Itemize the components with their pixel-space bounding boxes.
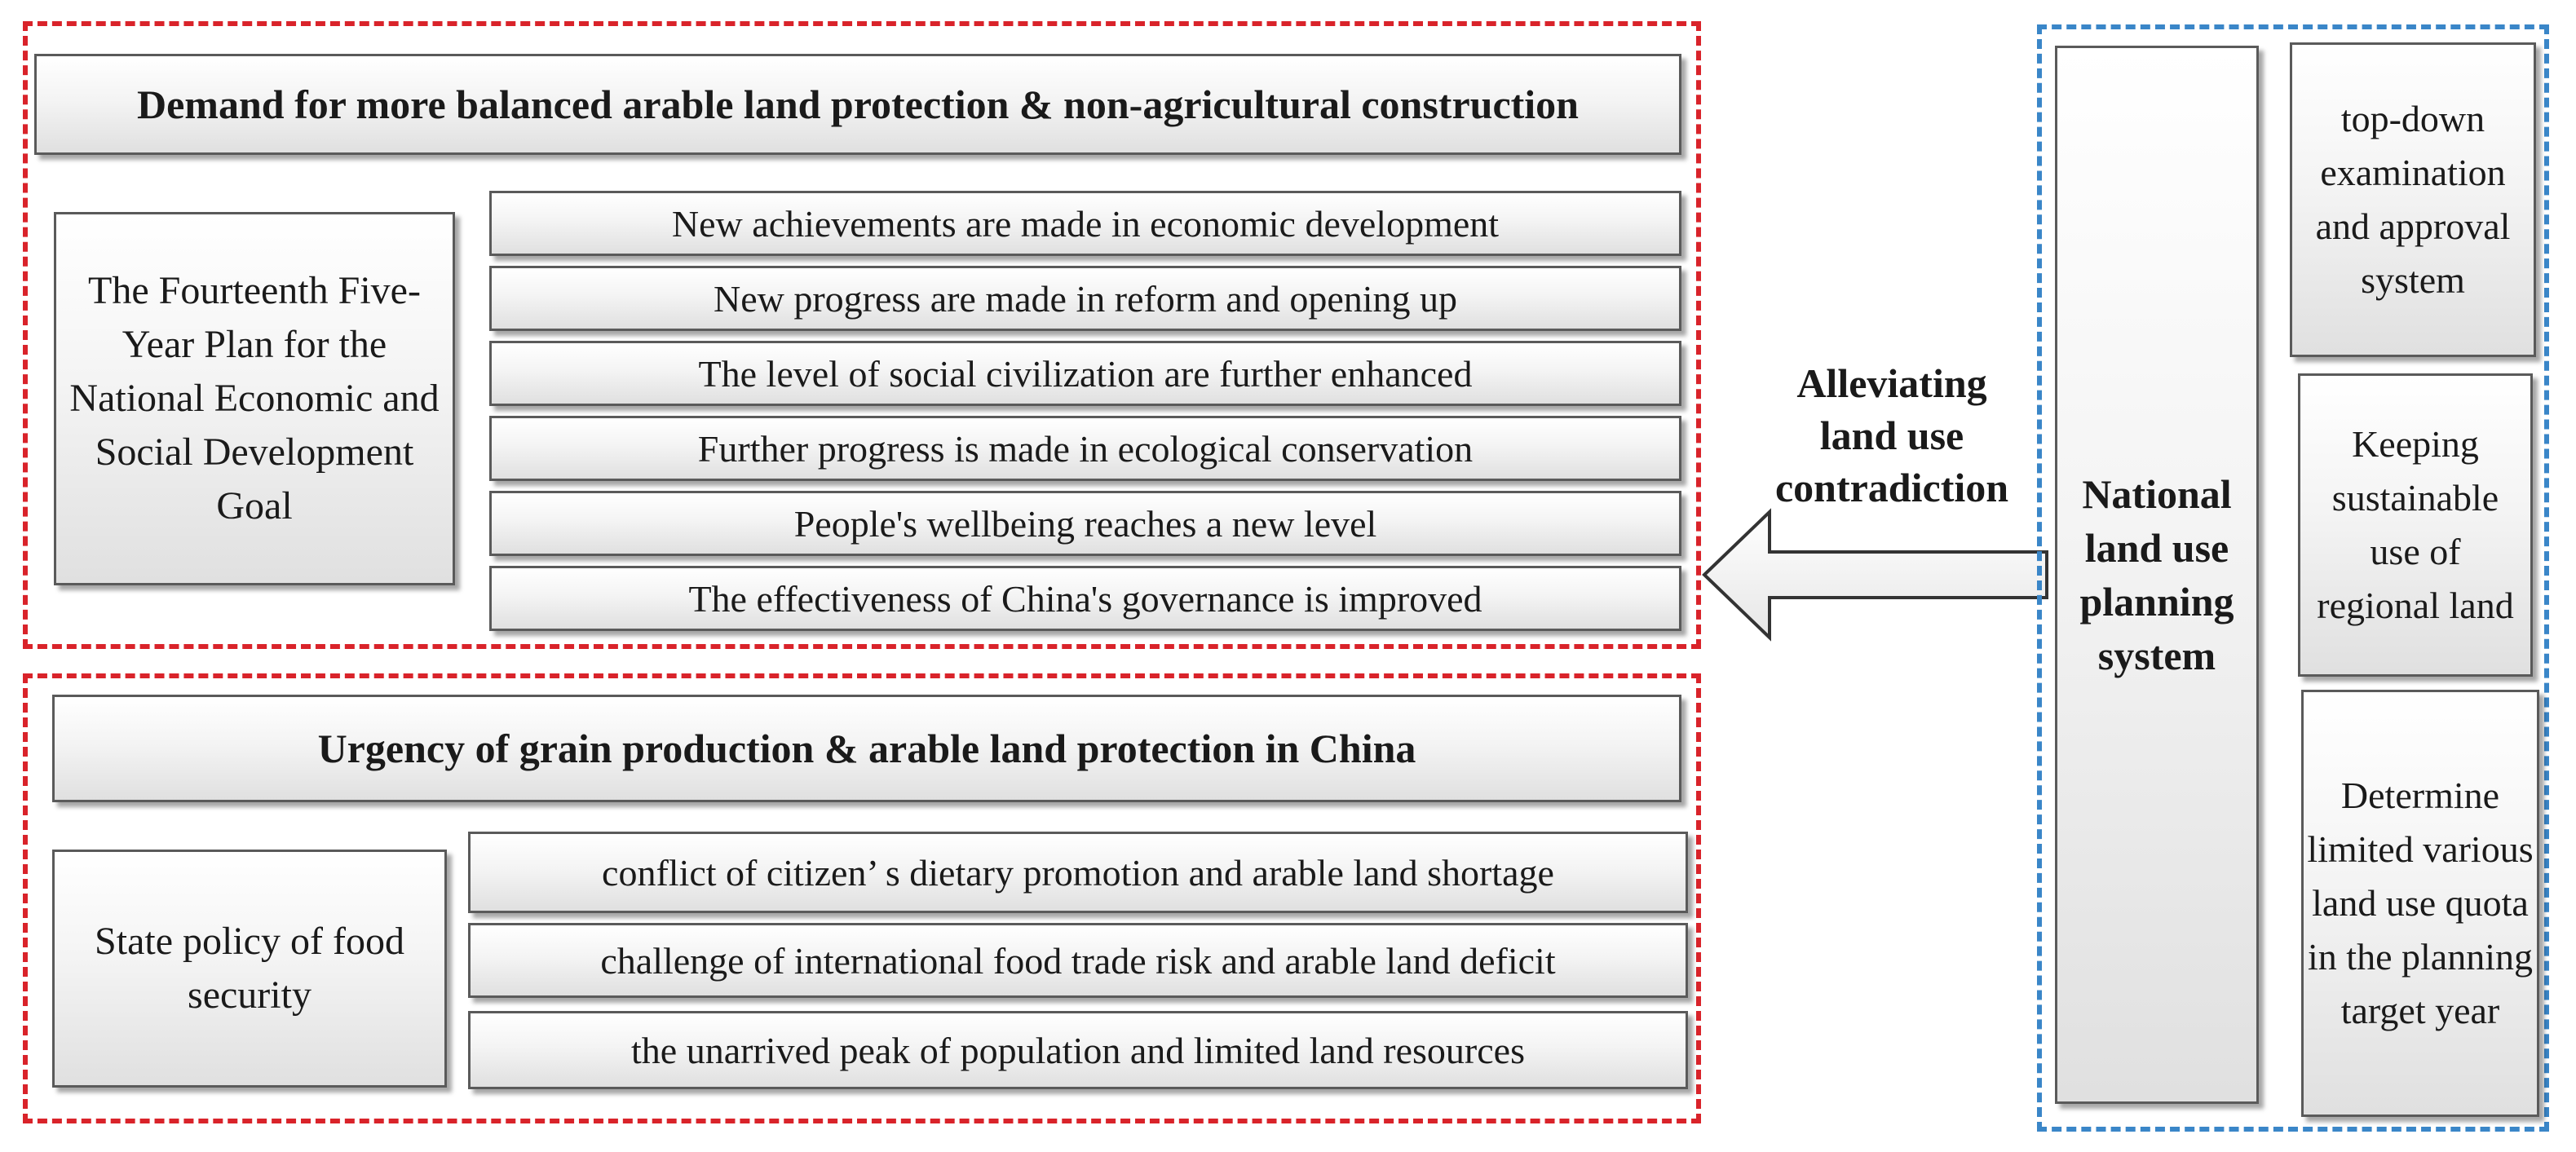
top-item-1: New achievements are made in economic development [489, 191, 1681, 256]
bottom-item-1: conflict of citizen’ s dietary promotion and arable land shortage [468, 832, 1688, 913]
feature-box-3: Determine limited various land use quota in the planning target year [2301, 690, 2539, 1117]
national-planning-box: National land use planning system [2055, 46, 2259, 1104]
top-item-4: Further progress is made in ecological conservation [489, 416, 1681, 481]
bottom-item-3: the unarrived peak of population and limited land resources [468, 1011, 1688, 1089]
top-item-3: The level of social civilization are further enhanced [489, 341, 1681, 406]
bottom-panel-heading: Urgency of grain production & arable land protection in China [52, 695, 1681, 802]
feature-box-1: top-down examination and approval system [2290, 42, 2536, 357]
left-arrow [1696, 505, 2063, 644]
top-item-5: People's wellbeing reaches a new level [489, 491, 1681, 556]
arrow-label: Alleviating land use contradiction [1774, 360, 2009, 510]
bottom-panel-left-box: State policy of food security [52, 850, 447, 1088]
bottom-item-2: challenge of international food trade risk and arable land deficit [468, 923, 1688, 998]
top-item-2: New progress are made in reform and opening up [489, 266, 1681, 331]
top-panel-heading: Demand for more balanced arable land protection & non-agricultural construction [34, 54, 1681, 155]
feature-box-2: Keeping sustainable use of regional land [2298, 373, 2533, 677]
top-item-6: The effectiveness of China's governance is improved [489, 566, 1681, 631]
top-panel-left-box: The Fourteenth Five-Year Plan for the National Economic and Social Development Goal [54, 212, 455, 585]
